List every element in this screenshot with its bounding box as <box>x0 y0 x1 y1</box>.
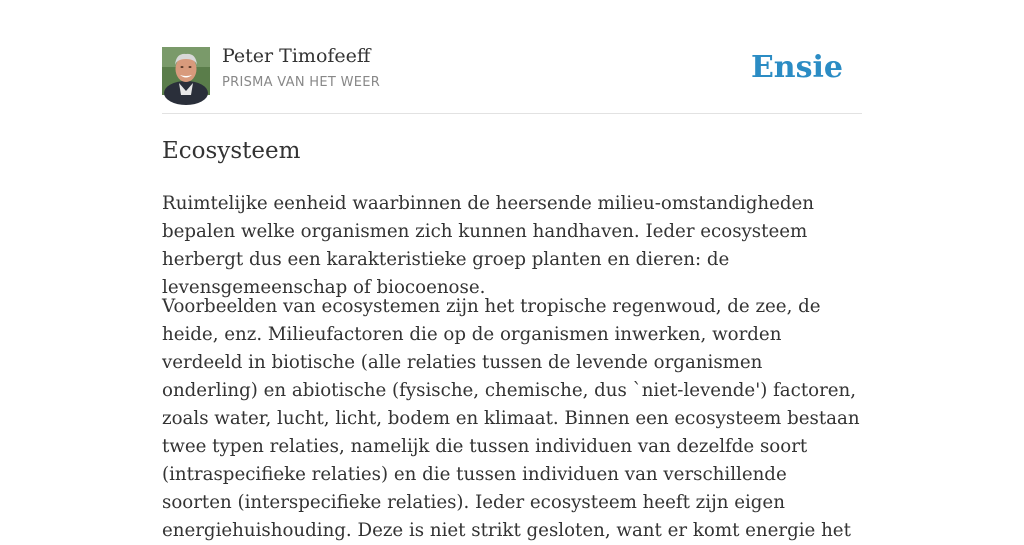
article-title: Ecosysteem <box>162 138 301 164</box>
site-logo[interactable]: Ensie <box>750 50 843 85</box>
content-column <box>162 0 862 541</box>
author-avatar[interactable] <box>162 47 210 95</box>
author-source[interactable]: PRISMA VAN HET WEER <box>222 75 381 90</box>
article-paragraph-2: Voorbeelden van ecosystemen zijn het tropische regenwoud, de zee, de heide, enz. Milieufactoren die op de organismen inwerken, worden verdeeld in biotische (alle relaties tussen de levende organismen onderling) en abiotische (fysische, chemische, dus `niet-levende') factoren, zoals water, lucht, licht, bodem en klimaat. Binnen een ecosysteem bestaan twee typen relaties, namelijk die tussen individuen van dezelfde soort (intraspecifieke relaties) en die tussen individuen van verschillende soorten (interspecifieke relaties). Ieder ecosysteem heeft zijn eigen energiehuishouding. Deze is niet strikt gesloten, want er komt energie het <box>162 296 860 541</box>
header <box>162 0 862 114</box>
article-paragraph-1: Ruimtelijke eenheid waarbinnen de heersende milieu-omstandigheden bepalen welke organismen zich kunnen handhaven. Ieder ecosysteem herbergt dus een karakteristieke groep planten en dieren: de levensgemeenschap of biocoenose. <box>162 193 814 298</box>
avatar-photo <box>162 47 210 95</box>
author-name[interactable]: Peter Timofeeff <box>222 45 371 67</box>
